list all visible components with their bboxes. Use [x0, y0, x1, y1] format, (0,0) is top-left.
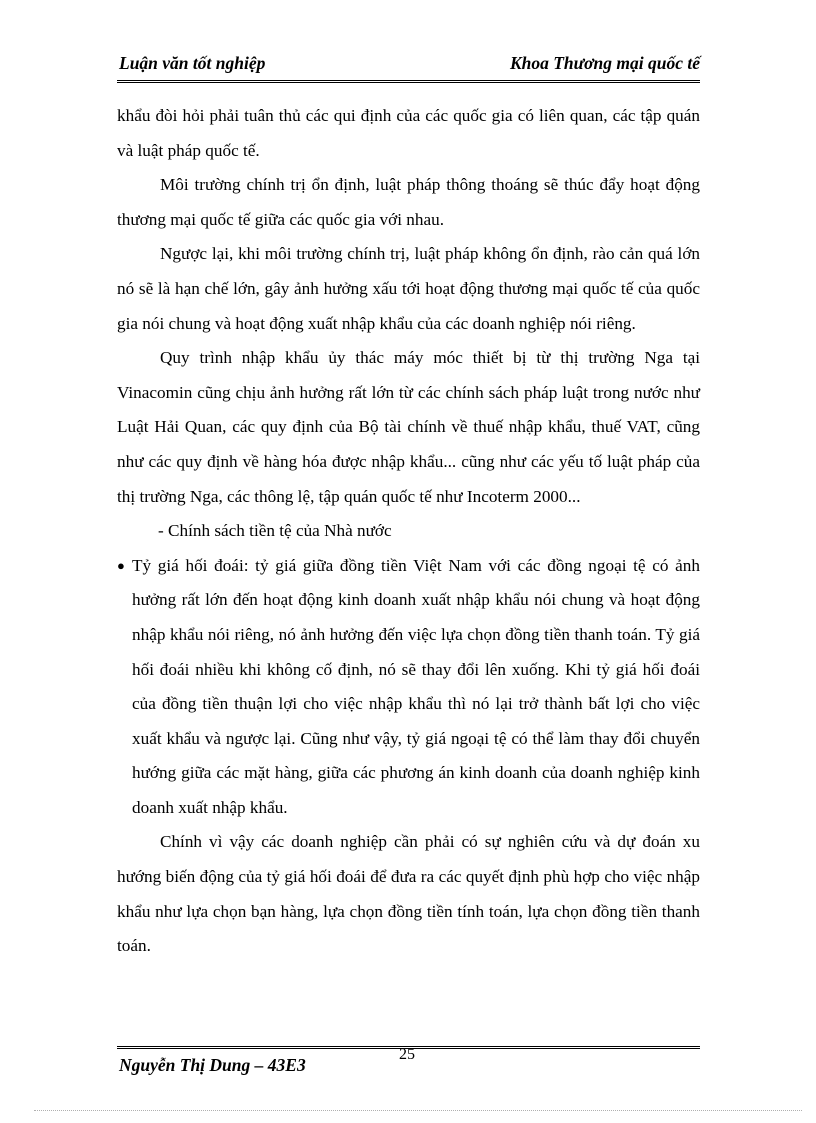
footer-author: Nguyễn Thị Dung – 43E3	[119, 1055, 306, 1075]
paragraph-conclusion: Chính vì vậy các doanh nghiệp cần phải có sự nghiên cứu và dự đoán xu hướng biến động của tỷ giá hối đoái để đưa ra các quyết định phù hợp cho việc nhập khẩu như lựa chọn bạn hàng, lựa chọn đồng tiền tính toán, lựa chọn đồng tiền thanh toán.	[117, 832, 700, 956]
page-number: 25	[399, 1046, 415, 1063]
section-heading-monetary-policy: - Chính sách tiền tệ của Nhà nước	[158, 521, 392, 541]
page-footer	[117, 1046, 700, 1089]
page-header	[117, 50, 700, 83]
paragraph-continuation: khẩu đòi hỏi phải tuân thủ các qui định của các quốc gia có liên quan, các tập quán và luật pháp quốc tế.	[117, 106, 700, 160]
paragraph-import-process: Quy trình nhập khẩu ủy thác máy móc thiết bị từ thị trường Nga tại Vinacomin cũng chịu ảnh hưởng rất lớn từ các chính sách pháp luật trong nước như Luật Hải Quan, các quy định của Bộ tài chính về thuế nhập khẩu, thuế VAT, cũng như các quy định về hàng hóa được nhập khẩu... cũng như các yếu tố luật pháp của thị trường Nga, các thông lệ, tập quán quốc tế như Incoterm 2000...	[117, 348, 700, 506]
page-edge-divider	[34, 1110, 802, 1111]
header-faculty-name: Khoa Thương mại quốc tế	[509, 53, 700, 73]
paragraph-political-instability: Ngược lại, khi môi trường chính trị, luật pháp không ổn định, rào cản quá lớn nó sẽ là hạn chế lớn, gây ảnh hưởng xấu tới hoạt động thương mại quốc tế của quốc gia nói chung và hoạt động xuất nhập khẩu của các doanh nghiệp nói riêng.	[117, 244, 700, 333]
bullet-item-exchange-rate	[117, 549, 700, 826]
bullet-dot-icon: ●	[117, 557, 125, 573]
bullet-item-text: Tỷ giá hối đoái: tỷ giá giữa đồng tiền Việt Nam với các đồng ngoại tệ có ảnh hưởng rất lớn đến hoạt động kinh doanh xuất nhập khẩu nói chung và hoạt động nhập khẩu nói riêng, nó ảnh hưởng đến việc lựa chọn đồng tiền thanh toán. Tỷ giá hối đoái nhiều khi không cố định, nó sẽ thay đổi lên xuống. Khi tỷ giá hối đoái của đồng tiền thuận lợi cho việc nhập khẩu thì nó lại trở thành bất lợi cho việc xuất khẩu và ngược lại. Cũng như vậy, tỷ giá ngoại tệ có thể làm thay đổi chuyển hướng giữa các mặt hàng, giữa các phương án kinh doanh của doanh nghiệp kinh doanh xuất nhập khẩu.	[132, 555, 700, 817]
paragraph-political-stability: Môi trường chính trị ổn định, luật pháp thông thoáng sẽ thúc đẩy hoạt động thương mại quốc tế giữa các quốc gia với nhau.	[117, 175, 700, 229]
document-body	[117, 99, 700, 964]
header-thesis-title: Luận văn tốt nghiệp	[119, 53, 266, 73]
